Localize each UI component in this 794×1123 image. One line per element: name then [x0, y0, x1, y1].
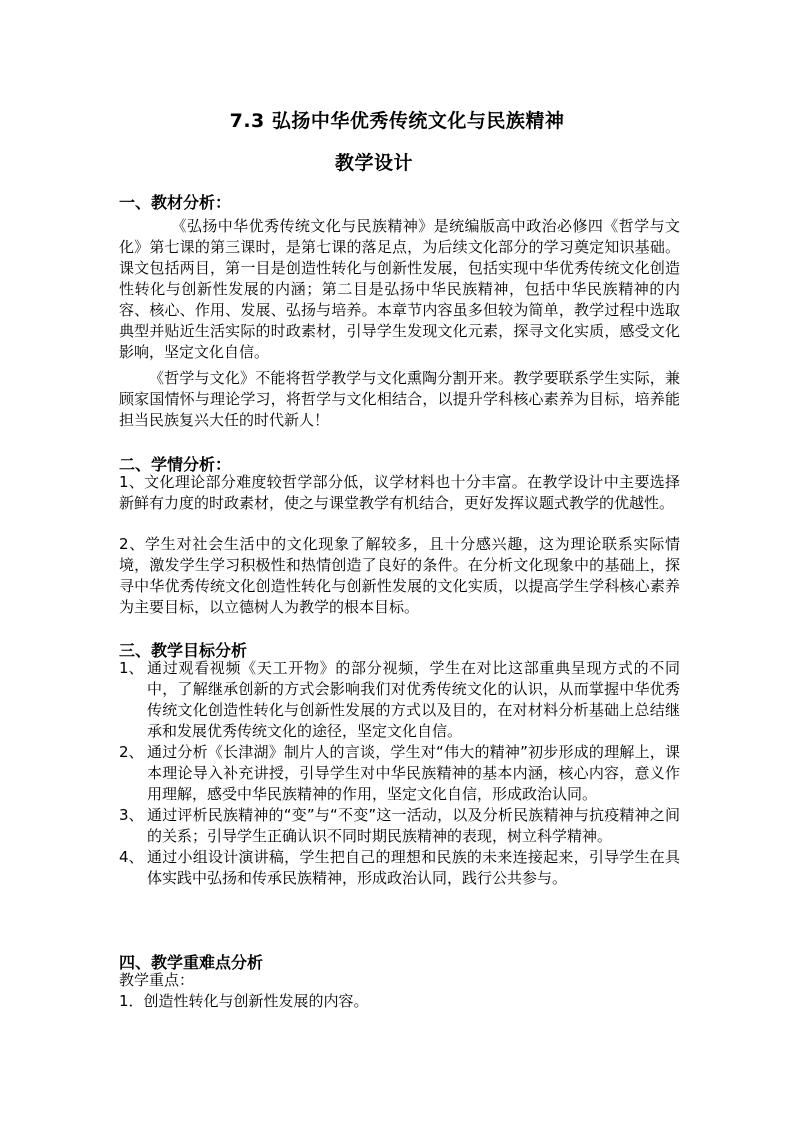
paragraph: 1、文化理论部分难度较哲学部分低，议学材料也十分丰富。在教学设计中主要选择新鲜有力度的时政素材，使之与课堂教学有机结合，更好发挥议题式教学的优越性。	[119, 473, 680, 512]
list-item-text: 通过观看视频《天工开物》的部分视频，学生在对比这部重典呈现方式的不同中，了解继承创新的方式会影响我们对优秀传统文化的认识，从而掌握中华优秀传统文化创造性转化与创新性发展的方式以及目的，在对材料分析基础上总结继承和发展优秀传统文化的途径，坚定文化自信。	[147, 659, 680, 740]
key-point-item: 1．创造性转化与创新性发展的内容。	[119, 992, 369, 1010]
document-subtitle: 教学设计	[335, 152, 414, 174]
list-item	[119, 742, 680, 805]
section-heading-textbook-analysis: 一、教材分析：	[119, 193, 232, 212]
paragraph: 《弘扬中华优秀传统文化与民族精神》是统编版高中政治必修四《哲学与文化》第七课的第三课时，是第七课的落足点，为后续文化部分的学习奠定知识基础。课文包括两目，第一目是创造性转化与创新性发展，包括实现中华优秀传统文化创造性转化与创新性发展的内涵；第二目是弘扬中华民族精神，包括中华民族精神的内容、核心、作用、发展、弘扬与培养。本章节内容虽多但较为简单，教学过程中选取典型并贴近生活实际的时政素材，引导学生发现文化元素，探寻文化实质，感受文化影响，坚定文化自信。	[119, 217, 680, 361]
paragraph: 《哲学与文化》不能将哲学教学与文化熏陶分割开来。教学要联系学生实际，兼顾家国情怀与理论学习，将哲学与文化相结合，以提升学科核心素养为目标，培养能担当民族复兴大任的时代新人！	[119, 369, 680, 429]
list-item	[119, 847, 680, 889]
list-item-number: 2、	[119, 743, 144, 761]
list-item	[119, 805, 680, 847]
document-title: 7.3 弘扬中华优秀传统文化与民族精神	[229, 110, 565, 132]
list-item-number: 4、	[119, 848, 144, 866]
list-item-number: 1、	[119, 659, 144, 677]
section-heading-student-analysis: 二、学情分析：	[119, 455, 232, 474]
list-item-text: 通过小组设计演讲稿，学生把自己的理想和民族的未来连接起来，引导学生在具体实践中弘扬和传承民族精神，形成政治认同，践行公共参与。	[147, 848, 680, 887]
list-item-text: 通过分析《长津湖》制片人的言谈，学生对“伟大的精神”初步形成的理解上，课本理论导入补充讲授，引导学生对中华民族精神的基本内涵，核心内容，意义作用理解，感受中华民族精神的作用，坚定文化自信，形成政治认同。	[147, 743, 680, 803]
section-heading-key-points: 四、教学重难点分析	[119, 953, 264, 972]
list-item	[119, 658, 680, 742]
objectives-list	[119, 658, 680, 889]
section-heading-teaching-objectives: 三、教学目标分析	[119, 641, 248, 660]
key-points-label: 教学重点：	[119, 971, 195, 989]
paragraph: 2、学生对社会生活中的文化现象了解较多，且十分感兴趣，这为理论联系实际情境，激发学生学习积极性和热情创造了良好的条件。在分析文化现象中的基础上，探寻中华优秀传统文化创造性转化与创新性发展的文化实质，以提高学生学科核心素养为主要目标，以立德树人为教学的根本目标。	[119, 535, 680, 616]
list-item-text: 通过评析民族精神的“变”与“不变”这一活动，以及分析民族精神与抗疫精神之间的关系；引导学生正确认识不同时期民族精神的表现，树立科学精神。	[147, 806, 680, 845]
list-item-number: 3、	[119, 806, 144, 824]
